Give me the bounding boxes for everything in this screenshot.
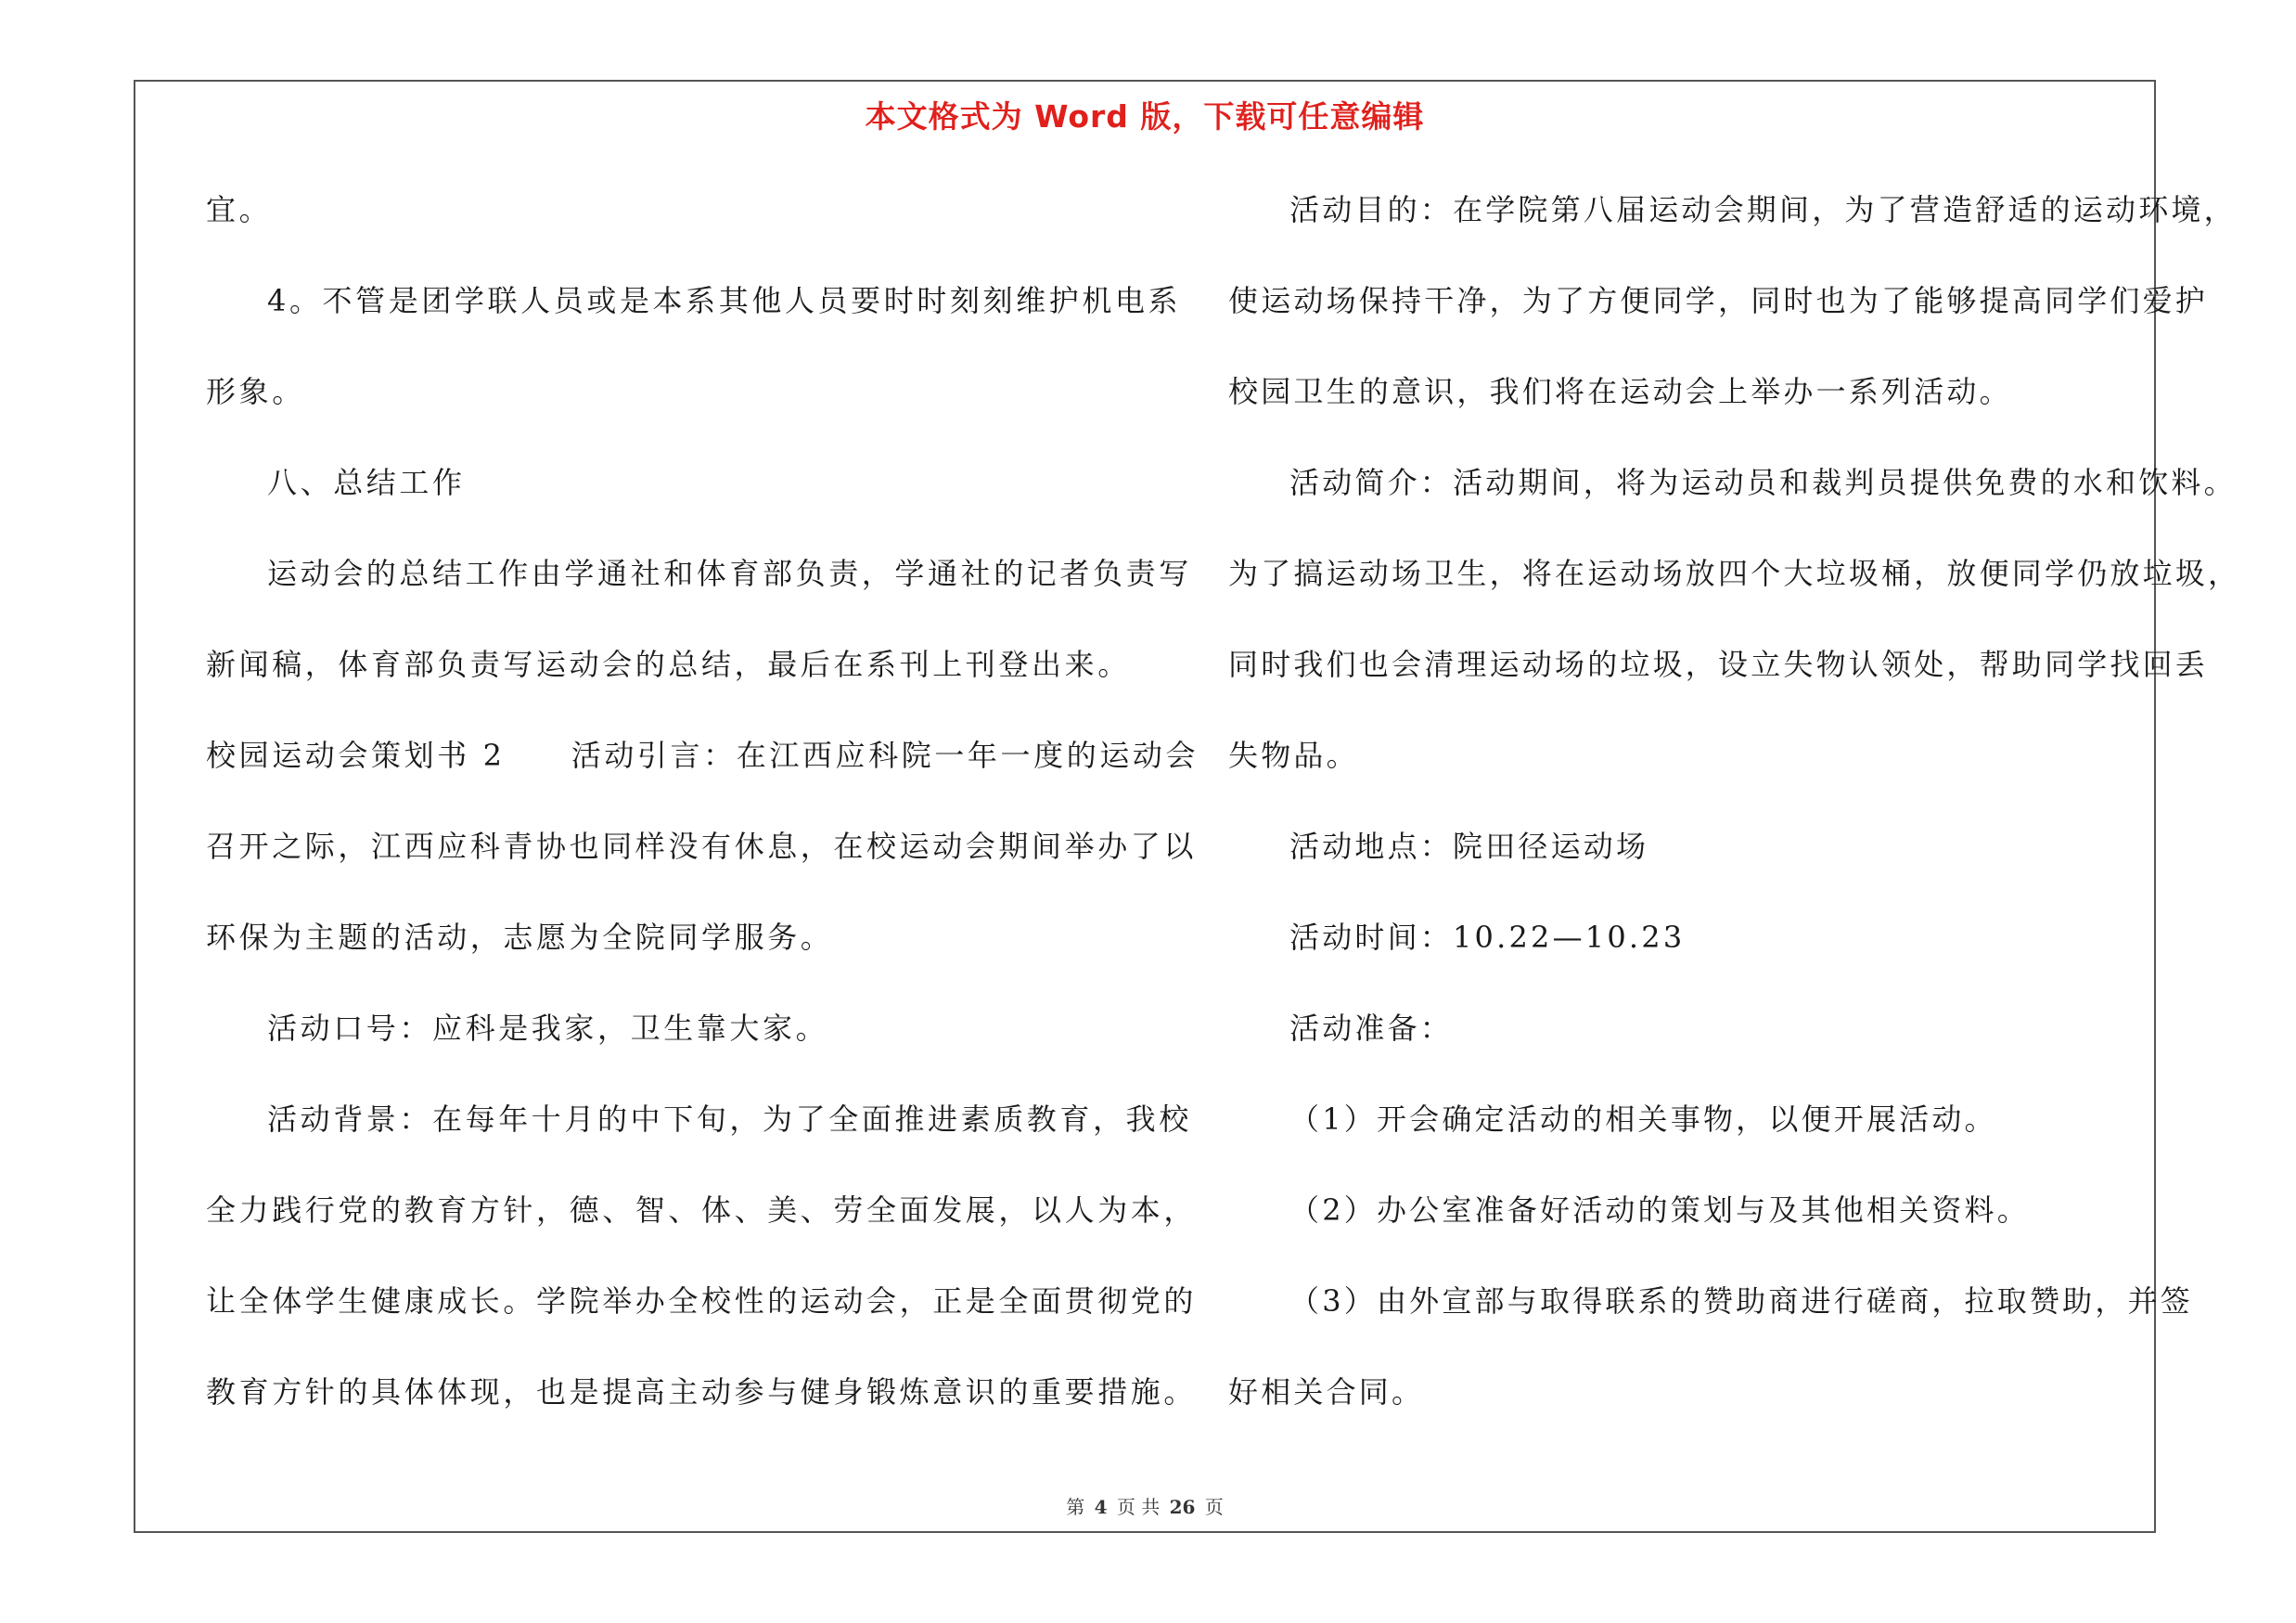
footer-middle: 页 共 xyxy=(1116,1496,1161,1518)
left-line-1: 宜。 xyxy=(206,192,273,227)
right-line-10: 活动准备： xyxy=(1289,1011,1454,1046)
right-line-7: 失物品。 xyxy=(1228,738,1359,773)
left-line-9: 环保为主题的活动，志愿为全院同学服务。 xyxy=(206,920,834,955)
left-line-2: 4。不管是团学联人员或是本系其他人员要时时刻刻维护机电系 xyxy=(267,283,1182,318)
right-line-4: 活动简介：活动期间，将为运动员和裁判员提供免费的水和饮料。 xyxy=(1289,465,2237,500)
left-line-10: 活动口号：应科是我家，卫生靠大家。 xyxy=(267,1011,829,1046)
right-line-2: 使运动场保持干净，为了方便同学，同时也为了能够提高同学们爱护 xyxy=(1228,283,2209,318)
left-line-3: 形象。 xyxy=(206,374,305,409)
left-line-5: 运动会的总结工作由学通社和体育部负责，学通社的记者负责写 xyxy=(267,556,1192,591)
right-line-3: 校园卫生的意识，我们将在运动会上举办一系列活动。 xyxy=(1228,374,2012,409)
right-line-1: 活动目的：在学院第八届运动会期间，为了营造舒适的运动环境， xyxy=(1289,192,2237,227)
left-line-13: 让全体学生健康成长。学院举办全校性的运动会，正是全面贯彻党的 xyxy=(206,1283,1198,1319)
left-line-8: 召开之际，江西应科青协也同样没有休息，在校运动会期间举办了以 xyxy=(206,829,1198,864)
right-line-14: 好相关合同。 xyxy=(1228,1374,1425,1410)
footer-total-pages: 26 xyxy=(1169,1496,1196,1518)
left-line-6: 新闻稿，体育部负责写运动会的总结，最后在系刊上刊登出来。 xyxy=(206,647,1131,682)
footer-current-page: 4 xyxy=(1094,1496,1108,1518)
page-frame xyxy=(134,80,2241,1533)
right-line-9: 活动时间：10.22—10.23 xyxy=(1289,920,1686,955)
right-line-12: （2）办公室准备好活动的策划与及其他相关资料。 xyxy=(1289,1192,2030,1228)
section-heading-summary: 八、总结工作 xyxy=(267,465,466,500)
right-line-13: （3）由外宣部与取得联系的赞助商进行磋商，拉取赞助，并签 xyxy=(1289,1283,2193,1319)
page-footer xyxy=(135,1492,2154,1519)
footer-prefix: 第 xyxy=(1066,1496,1085,1518)
right-line-5: 为了搞运动场卫生，将在运动场放四个大垃圾桶，放便同学仍放垃圾， xyxy=(1228,556,2241,591)
format-banner: 本文格式为 Word 版，下载可任意编辑 xyxy=(865,98,1425,135)
right-line-11: （1）开会确定活动的相关事物，以便开展活动。 xyxy=(1289,1101,1997,1137)
footer-suffix: 页 xyxy=(1204,1496,1224,1518)
right-line-6: 同时我们也会清理运动场的垃圾，设立失物认领处，帮助同学找回丢 xyxy=(1228,647,2209,682)
left-line-14: 教育方针的具体体现，也是提高主动参与健身锻炼意识的重要措施。 xyxy=(206,1374,1198,1410)
left-line-11: 活动背景：在每年十月的中下旬，为了全面推进素质教育，我校 xyxy=(267,1101,1192,1137)
left-line-12: 全力践行党的教育方针，德、智、体、美、劳全面发展，以人为本， xyxy=(206,1192,1198,1228)
right-line-8: 活动地点：院田径运动场 xyxy=(1289,829,1649,864)
left-line-7: 校园运动会策划书 2 活动引言：在江西应科院一年一度的运动会 xyxy=(206,738,1199,773)
